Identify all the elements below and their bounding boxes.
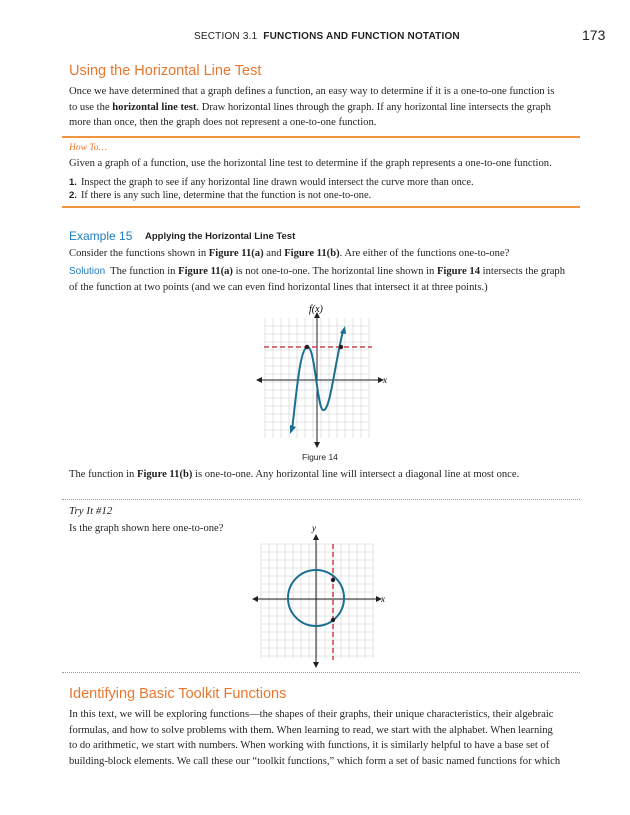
figure-ref: Figure 11(a)	[208, 248, 264, 259]
running-header	[194, 31, 460, 42]
text-line: building-block elements. We call these our “toolkit functions,” which form a set of basic named functions for which	[69, 755, 561, 767]
figure-ref: Figure 11(a)	[178, 266, 233, 277]
text-span: The function in	[110, 266, 179, 277]
y-axis-arrow-down	[314, 442, 320, 448]
figure-ref: Figure 14	[436, 266, 480, 277]
section-heading-horizontal-line-test: Using the Horizontal Line Test	[69, 63, 262, 79]
text-span: The function in	[69, 469, 137, 480]
text-line: Once we have determined that a graph defines a function, an easy way to determine if it is a one-to-one function is	[69, 86, 555, 97]
chapter-title: FUNCTIONS AND FUNCTION NOTATION	[263, 31, 460, 42]
example-solution	[69, 264, 577, 295]
text-line: to do arithmetic, we start with numbers. When working with functions, it is similarly helpful to have a base set of	[69, 740, 550, 751]
graph-x-label: x	[381, 594, 385, 604]
step-text: Inspect the graph to see if any horizontal line drawn would intersect the curve more than once.	[80, 177, 474, 188]
howto-top-rule	[62, 136, 580, 138]
text-span: . Are either of the functions one-to-one?	[339, 248, 510, 259]
section-number: SECTION 3.1	[194, 31, 258, 42]
howto-bottom-rule	[62, 206, 580, 208]
tryit-question: Is the graph shown here one-to-one?	[69, 523, 224, 534]
figure-caption: Figure 14	[302, 452, 338, 462]
y-axis-arrow-up	[313, 534, 319, 540]
tryit-label: Try It #12	[69, 505, 113, 517]
text-span: to use the	[69, 101, 113, 113]
x-axis-arrow-left	[252, 596, 258, 602]
step-text: If there is any such line, determine that the function is not one-to-one.	[80, 190, 372, 201]
example-title: Applying the Horizontal Line Test	[145, 231, 296, 242]
tryit-graph	[250, 522, 395, 672]
section2-paragraph	[69, 707, 577, 769]
page-number: 173	[582, 27, 606, 43]
section1-paragraph	[69, 84, 577, 131]
howto-intro: Given a graph of a function, use the horizontal line test to determine if the graph represents a one-to-one function.	[69, 158, 552, 169]
text-line: formulas, and how to solve problems with them. When learning to read, we start with the alphabet. When learning	[69, 724, 553, 736]
figure-14-graph	[250, 298, 395, 448]
text-span: is one-to-one. Any horizontal line will intersect a diagonal line at most once.	[192, 469, 520, 480]
x-axis-arrow-left	[256, 377, 262, 383]
example-question	[69, 246, 577, 262]
text-line: more than once, then the graph does not represent a one-to-one function.	[69, 117, 377, 128]
intersection-point	[331, 578, 335, 582]
example-label: Example 15	[69, 229, 133, 243]
graph-y-label: y	[312, 523, 316, 533]
section-heading-toolkit-functions: Identifying Basic Toolkit Functions	[69, 686, 287, 702]
curve-arrow-bottom	[290, 425, 296, 434]
text-span: intersects the graph	[480, 266, 566, 277]
graph-y-label: f(x)	[309, 304, 323, 315]
tryit-bottom-rule	[62, 672, 580, 673]
tryit-top-rule	[62, 499, 580, 500]
curve-arrow-top	[340, 326, 346, 334]
howto-step	[69, 177, 474, 188]
figure-ref: Figure 11(b)	[284, 248, 340, 259]
graph-x-label: x	[383, 375, 387, 385]
graph-grid	[261, 544, 373, 658]
text-span: . Draw horizontal lines through the graph. If any horizontal line intersects the graph	[196, 101, 551, 113]
text-line: In this text, we will be exploring functions—the shapes of their graphs, their unique characteristics, their algebraic	[69, 709, 554, 720]
howto-step	[69, 190, 371, 201]
step-number: 1.	[69, 177, 77, 188]
text-span: Consider the functions shown in	[69, 248, 209, 259]
figure-ref: Figure 11(b)	[136, 469, 193, 480]
intersection-point	[339, 345, 343, 349]
intersection-point	[331, 618, 335, 622]
term-horizontal-line-test: horizontal line test	[112, 101, 197, 113]
howto-label: How To…	[69, 143, 107, 153]
y-axis-arrow-down	[313, 662, 319, 668]
intersection-point	[305, 345, 309, 349]
example-conclusion	[69, 467, 577, 483]
text-span: and	[263, 248, 285, 259]
solution-label: Solution	[69, 266, 106, 277]
step-number: 2.	[69, 190, 77, 201]
text-span: is not one-to-one. The horizontal line shown in	[232, 266, 437, 277]
text-line: of the function at two points (and we can even find horizontal lines that intersect it at three points.)	[69, 281, 488, 293]
